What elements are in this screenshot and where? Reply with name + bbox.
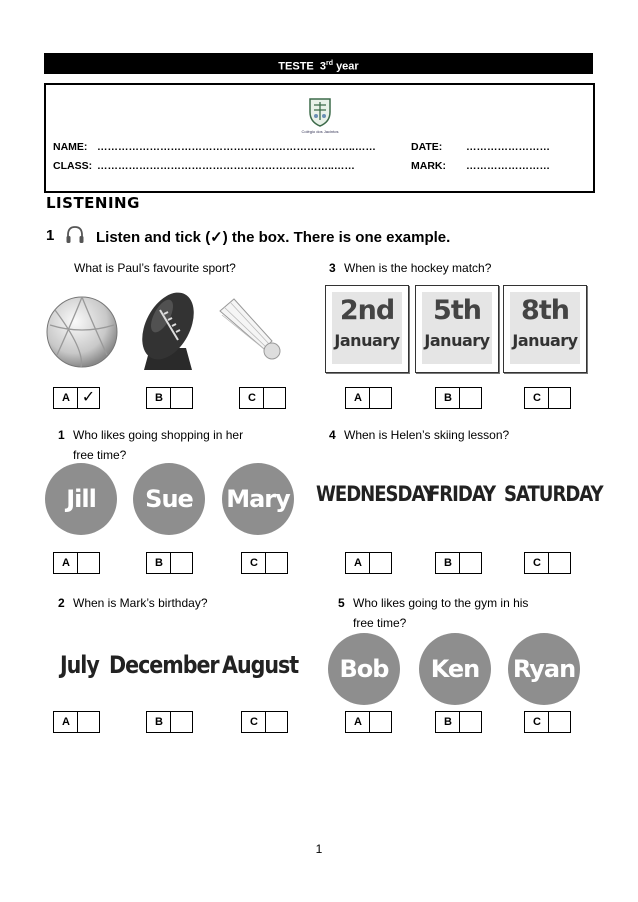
box-label: B xyxy=(147,553,171,573)
box-label: C xyxy=(525,553,549,573)
example-question: What is Paul’s favourite sport? xyxy=(74,261,236,275)
year-suffix: rd xyxy=(326,60,333,67)
q4-box-a[interactable] xyxy=(345,552,392,574)
q2-box-b[interactable] xyxy=(146,711,193,733)
school-name-caption: Colégio dos Jacintos xyxy=(301,129,339,134)
calendar-day: 5th xyxy=(433,295,481,326)
section-heading: LISTENING xyxy=(46,194,140,212)
example-box-a[interactable] xyxy=(53,387,100,409)
date-field[interactable]: …………………… xyxy=(466,141,550,153)
question-number: 4 xyxy=(329,428,336,442)
q2-box-c[interactable] xyxy=(241,711,288,733)
name-circle-ryan: Ryan xyxy=(508,633,580,705)
q5-box-c[interactable] xyxy=(524,711,571,733)
headphones-icon xyxy=(64,224,86,246)
q4-box-c[interactable] xyxy=(524,552,571,574)
question-number: 5 xyxy=(338,596,345,610)
rugby-ball-image xyxy=(130,290,204,372)
box-label: A xyxy=(346,553,370,573)
box-label: B xyxy=(436,388,460,408)
question-number: 1 xyxy=(58,428,65,442)
box-label: B xyxy=(436,712,460,732)
question-4 xyxy=(329,425,509,445)
question-text-line2: free time? xyxy=(353,616,407,630)
calendar-page-c xyxy=(503,285,587,373)
class-field[interactable]: …………………………………………………………..…… xyxy=(97,160,355,172)
name-field[interactable]: ………………………………………………………………..…… xyxy=(97,141,376,153)
calendar-month: January xyxy=(424,331,490,350)
name-circle-sue: Sue xyxy=(133,463,205,535)
box-label: C xyxy=(525,388,549,408)
day-saturday: SATURDAY xyxy=(504,482,603,506)
exercise-instruction: Listen and tick (✓) the box. There is one example. xyxy=(96,229,451,246)
year-word: year xyxy=(336,60,359,73)
box-label: A xyxy=(346,712,370,732)
q3-box-c[interactable] xyxy=(524,387,571,409)
month-august: August xyxy=(222,651,299,679)
q5-box-b[interactable] xyxy=(435,711,482,733)
q5-box-a[interactable] xyxy=(345,711,392,733)
calendar-month: January xyxy=(512,331,578,350)
question-text: When is the hockey match? xyxy=(344,261,492,275)
box-label: C xyxy=(240,388,264,408)
question-text: When is Mark’s birthday? xyxy=(73,596,208,610)
q3-box-b[interactable] xyxy=(435,387,482,409)
box-label: C xyxy=(242,712,266,732)
q1-box-a[interactable] xyxy=(53,552,100,574)
month-december: December xyxy=(109,651,219,679)
example-box-b[interactable] xyxy=(146,387,193,409)
question-1 xyxy=(58,425,243,465)
class-label: CLASS: xyxy=(53,160,93,172)
mark-field[interactable]: …………………… xyxy=(466,160,550,172)
shuttlecock-image xyxy=(214,297,284,367)
box-label: B xyxy=(147,388,171,408)
question-text: When is Helen’s skiing lesson? xyxy=(344,428,510,442)
box-label: A xyxy=(346,388,370,408)
q3-box-a[interactable] xyxy=(345,387,392,409)
box-label: C xyxy=(242,553,266,573)
calendar-day: 8th xyxy=(521,295,569,326)
q4-box-b[interactable] xyxy=(435,552,482,574)
name-label: NAME: xyxy=(53,141,88,153)
box-label: A xyxy=(54,388,78,408)
question-text-line2: free time? xyxy=(73,448,127,462)
q1-box-b[interactable] xyxy=(146,552,193,574)
test-title-bar xyxy=(44,53,593,74)
year-number: 3 xyxy=(319,60,326,73)
page-number: 1 xyxy=(315,842,323,856)
test-title: TESTE xyxy=(278,60,314,73)
day-wednesday: WEDNESDAY xyxy=(316,482,435,506)
question-text: Who likes going shopping in her xyxy=(73,428,244,442)
school-crest-icon xyxy=(306,96,334,128)
question-number: 3 xyxy=(329,261,336,275)
box-label: B xyxy=(436,553,460,573)
name-circle-bob: Bob xyxy=(328,633,400,705)
box-label: B xyxy=(147,712,171,732)
question-text: Who likes going to the gym in his xyxy=(353,596,529,610)
example-box-c[interactable] xyxy=(239,387,286,409)
question-number: 2 xyxy=(58,596,65,610)
name-circle-mary: Mary xyxy=(222,463,294,535)
box-label: C xyxy=(525,712,549,732)
day-friday: FRIDAY xyxy=(428,482,496,506)
q1-box-c[interactable] xyxy=(241,552,288,574)
calendar-month: January xyxy=(334,331,400,350)
box-label: A xyxy=(54,553,78,573)
calendar-page-b xyxy=(415,285,499,373)
month-july: July xyxy=(60,651,99,679)
question-3 xyxy=(329,258,491,278)
q2-box-a[interactable] xyxy=(53,711,100,733)
calendar-day: 2nd xyxy=(339,295,395,326)
tick-mark: ✓ xyxy=(81,389,96,406)
question-2 xyxy=(58,593,208,613)
calendar-page-a xyxy=(325,285,409,373)
exercise-number: 1 xyxy=(46,227,55,244)
box-label: A xyxy=(54,712,78,732)
question-5 xyxy=(338,593,528,633)
mark-label: MARK: xyxy=(411,160,446,172)
netball-image xyxy=(45,295,119,369)
date-label: DATE: xyxy=(411,141,443,153)
name-circle-jill: Jill xyxy=(45,463,117,535)
name-circle-ken: Ken xyxy=(419,633,491,705)
